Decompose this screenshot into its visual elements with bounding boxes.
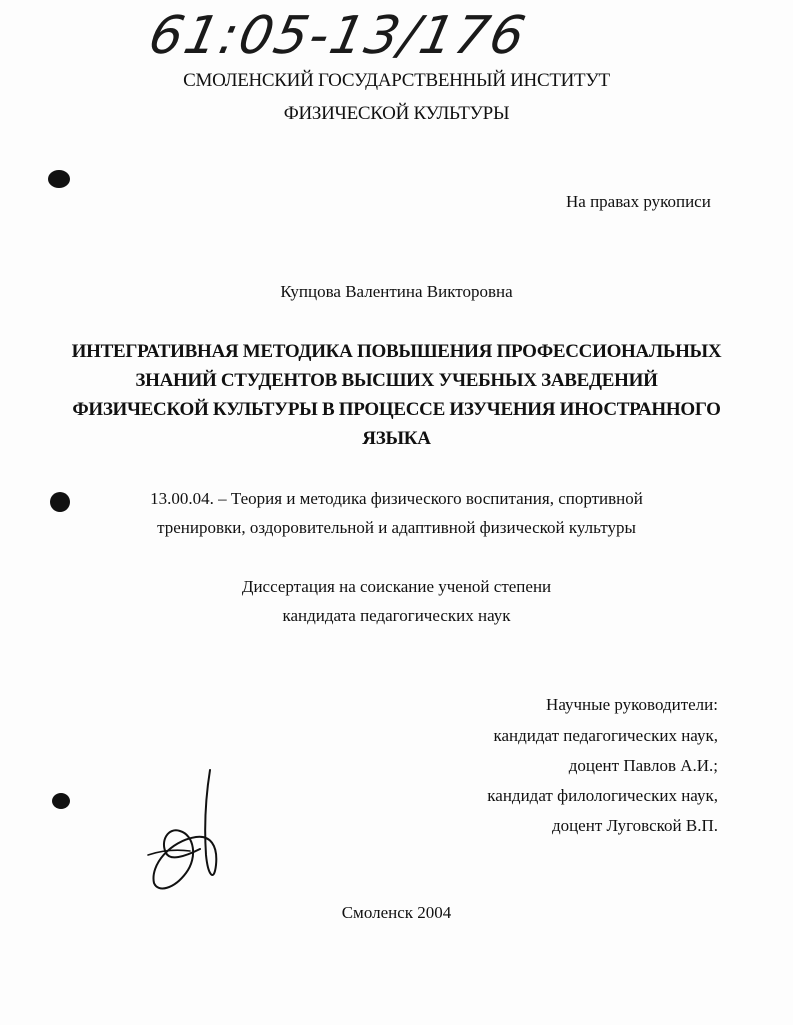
advisor-1-name: доцент Павлов А.И.; — [568, 756, 718, 775]
handwritten-archive-code: 61:05-13/176 — [143, 6, 532, 66]
author-name: Купцова Валентина Викторовна — [280, 282, 513, 301]
degree-line-1: Диссертация на соискание ученой степени — [241, 577, 552, 596]
advisors-heading: Научные руководители: — [546, 695, 718, 714]
advisor-1-degree: кандидат педагогических наук, — [493, 726, 718, 745]
handwritten-signature — [140, 765, 240, 895]
city-year: Смоленск 2004 — [341, 903, 452, 922]
title-line-4: ЯЗЫКА — [362, 428, 431, 449]
punch-hole-bottom — [52, 793, 70, 809]
institution-line-1: СМОЛЕНСКИЙ ГОСУДАРСТВЕННЫЙ ИНСТИТУТ — [183, 70, 610, 91]
title-line-2: ЗНАНИЙ СТУДЕНТОВ ВЫСШИХ УЧЕБНЫХ ЗАВЕДЕНИЙ — [135, 370, 658, 391]
specialty-line-2: тренировки, оздоровительной и адаптивной физической культуры — [157, 518, 636, 537]
advisor-2-degree: кандидат филологических наук, — [487, 786, 718, 805]
specialty-line-1: 13.00.04. – Теория и методика физического воспитания, спортивной — [150, 489, 643, 508]
punch-hole-top — [48, 170, 70, 188]
degree-line-2: кандидата педагогических наук — [282, 606, 511, 625]
institution-line-2: ФИЗИЧЕСКОЙ КУЛЬТУРЫ — [283, 103, 510, 124]
title-line-1: ИНТЕГРАТИВНАЯ МЕТОДИКА ПОВЫШЕНИЯ ПРОФЕССИОНАЛЬНЫХ — [71, 341, 722, 362]
advisor-2-name: доцент Луговской В.П. — [551, 816, 718, 835]
title-line-3: ФИЗИЧЕСКОЙ КУЛЬТУРЫ В ПРОЦЕССЕ ИЗУЧЕНИЯ ИНОСТРАННОГО — [72, 399, 721, 420]
manuscript-note: На правах рукописи — [566, 192, 711, 211]
